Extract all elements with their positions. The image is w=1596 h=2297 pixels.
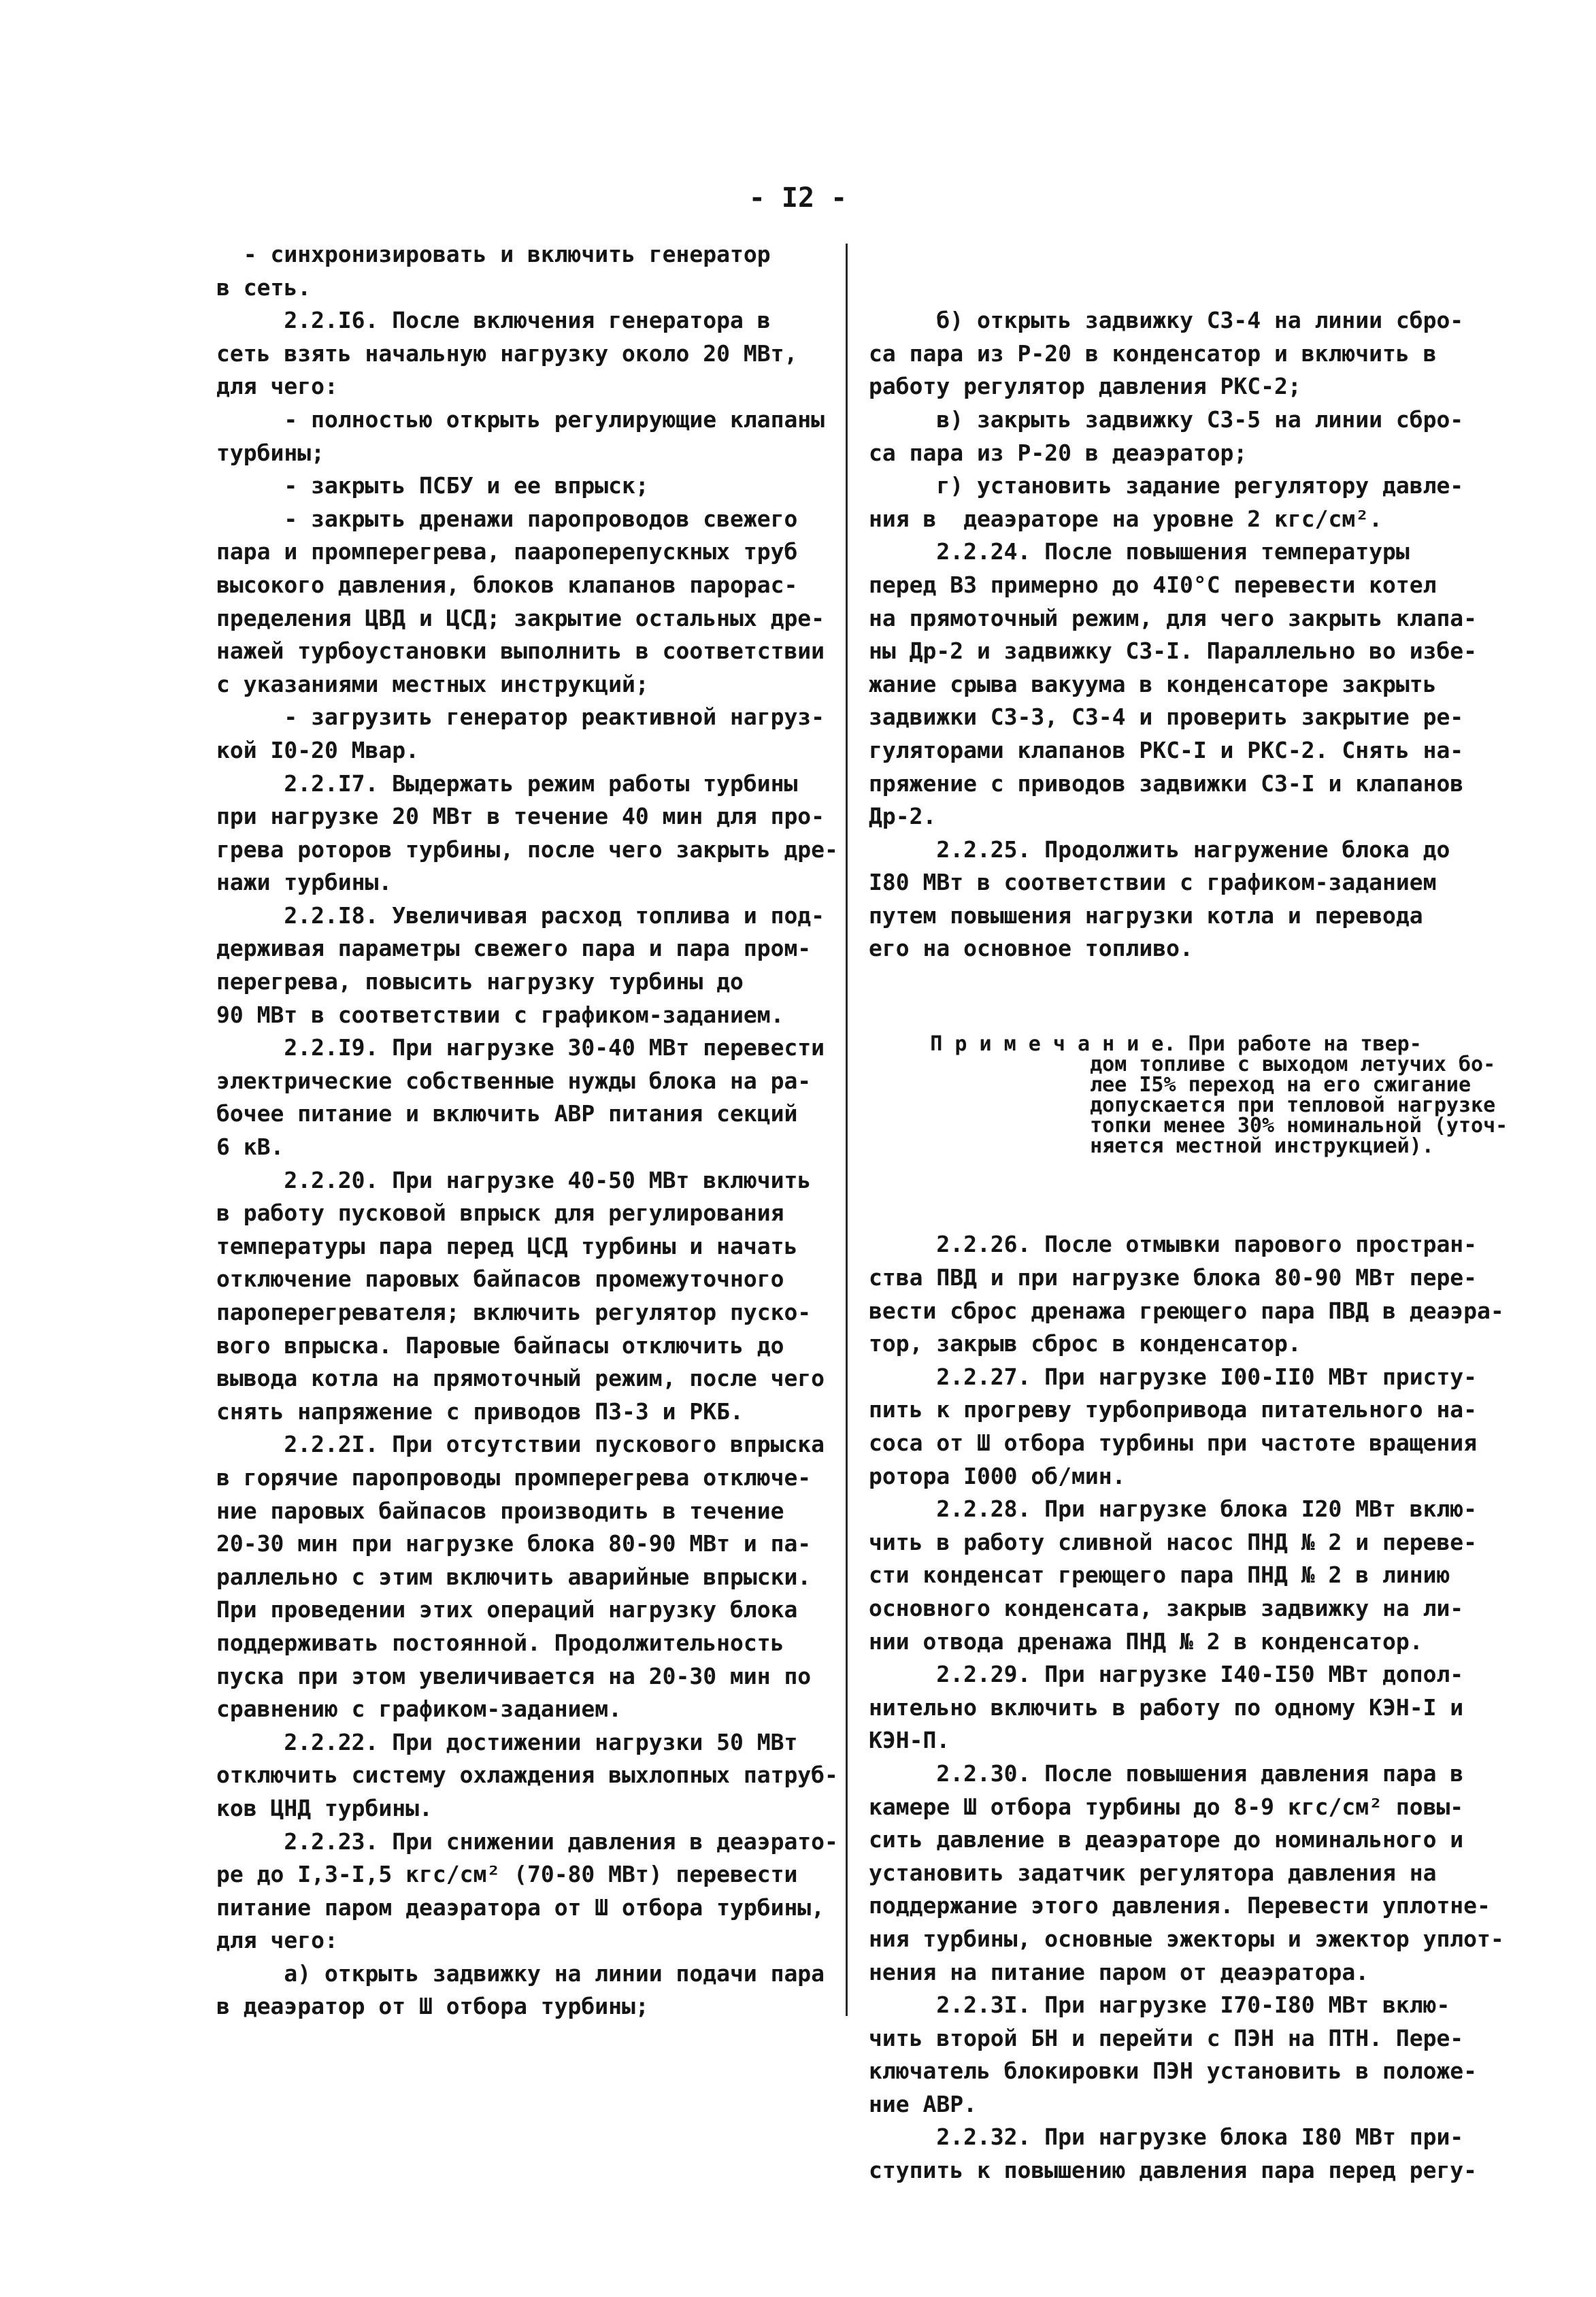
text-line: сить давление в деаэраторе до номинального и [869, 1826, 1464, 1853]
text-line: 2.2.I6. После включения генератора в [216, 307, 771, 334]
text-line: 2.2.2I. При отсутствии пускового впрыска [216, 1431, 825, 1458]
text-line: его на основное топливо. [869, 935, 1193, 962]
text-line: жание срыва вакуума в конденсаторе закрыть [869, 670, 1437, 697]
text-line: на прямоточный режим, для чего закрыть клапа- [869, 604, 1478, 631]
text-line: пара и промперегрева, паароперепускных труб [216, 538, 798, 565]
text-line: поддержание этого давления. Перевести уплотне- [869, 1892, 1491, 1919]
text-line: перед ВЗ примерно до 4I0°С перевести котел [869, 571, 1437, 598]
text-line: отключить систему охлаждения выхлопных патруб- [216, 1762, 838, 1789]
text-line: ступить к повышению давления пара перед регу- [869, 2157, 1478, 2184]
text-line: ния в деаэраторе на уровне 2 кгс/см². [869, 505, 1382, 532]
text-line: 90 МВт в соответствии с графиком-заданием. [216, 1001, 784, 1028]
text-line: бочее питание и включить АВР питания секций [216, 1100, 798, 1127]
text-line: ков ЦНД турбины. [216, 1794, 433, 1821]
text-line: ства ПВД и при нагрузке блока 80-90 МВт пере- [869, 1264, 1478, 1291]
text-line: - полностью открыть регулирующие клапаны [216, 406, 825, 433]
text-line: са пара из Р-20 в конденсатор и включить в [869, 340, 1437, 367]
text-line: 2.2.27. При нагрузке I00-II0 МВт присту- [869, 1363, 1478, 1390]
text-line: При проведении этих операций нагрузку блока [216, 1596, 798, 1623]
column-divider [846, 244, 848, 2016]
text-line: нажей турбоустановки выполнить в соответствии [216, 638, 825, 665]
text-line: 2.2.30. После повышения давления пара в [869, 1759, 1464, 1787]
right-column-part-a [869, 304, 1495, 965]
text-line: перегрева, повысить нагрузку турбины до [216, 968, 744, 995]
note-line: П р и м е ч а н и е. При работе на твер- [869, 1032, 1422, 1057]
text-line: для чего: [216, 373, 338, 400]
text-line: ключатель блокировки ПЭН установить в положе- [869, 2058, 1478, 2085]
text-line: сти конденсат греющего пара ПНД № 2 в линию [869, 1561, 1450, 1589]
text-line: 2.2.28. При нагрузке блока I20 МВт вклю- [869, 1495, 1478, 1523]
text-line: камере Ш отбора турбины до 8-9 кгс/см² повы- [869, 1793, 1464, 1820]
text-line: 6 кВ. [216, 1134, 284, 1161]
text-line: гуляторами клапанов РКС-I и РКС-2. Снять на- [869, 736, 1464, 763]
text-line: - закрыть дренажи паропроводов свежего [216, 505, 798, 532]
text-line: высокого давления, блоков клапанов парорас- [216, 571, 798, 598]
right-column [869, 238, 1508, 2220]
text-line: пить к прогреву турбопривода питательного на- [869, 1396, 1478, 1423]
text-line: вести сброс дренажа греющего пара ПВД в деаэра- [869, 1297, 1504, 1324]
text-line: сравнению с графиком-заданием. [216, 1696, 622, 1723]
text-line: вывода котла на прямоточный режим, после чего [216, 1365, 825, 1392]
page-number: - I2 - [748, 182, 848, 214]
right-column-part-b [869, 1228, 1504, 2187]
text-line: отключение паровых байпасов промежуточного [216, 1266, 784, 1293]
text-line: питание паром деаэратора от Ш отбора турбины, [216, 1894, 825, 1921]
text-line: пуска при этом увеличивается на 20-30 мин по [216, 1662, 812, 1689]
text-line: соса от Ш отбора турбины при частоте вращения [869, 1430, 1478, 1456]
note-line: допускается при тепловой нагрузке [869, 1093, 1496, 1118]
text-line: основного конденсата, закрыв задвижку на ли- [869, 1594, 1464, 1621]
text-line: пароперегревателя; включить регулятор пуско- [216, 1299, 812, 1325]
text-line: пределения ЦВД и ЦСД; закрытие остальных дре- [216, 604, 825, 631]
text-line: раллельно с этим включить аварийные впрыски. [216, 1563, 812, 1590]
text-line: 2.2.I8. Увеличивая расход топлива и под- [216, 902, 825, 929]
text-line: пряжение с приводов задвижки СЗ-I и клапанов [869, 770, 1464, 797]
text-line: сеть взять начальную нагрузку около 20 МВт, [216, 340, 798, 367]
text-line: вого впрыска. Паровые байпасы отключить до [216, 1332, 784, 1359]
text-line: г) установить задание регулятору давле- [869, 472, 1464, 499]
note-line: топки менее 30% номинальной (уточ- [869, 1114, 1508, 1138]
text-line: б) открыть задвижку СЗ-4 на линии сбро- [869, 307, 1464, 334]
text-line: чить второй БН и перейти с ПЭН на ПТН. Пере- [869, 2024, 1464, 2051]
text-line: ние АВР. [869, 2090, 977, 2117]
text-line: температуры пара перед ЦСД турбины и начать [216, 1232, 798, 1259]
text-line: а) открыть задвижку на линии подачи пара [216, 1960, 825, 1987]
text-line: нительно включить в работу по одному КЭН-I и [869, 1693, 1464, 1721]
text-line: 2.2.25. Продолжить нагружение блока до [869, 836, 1450, 863]
text-line: задвижки СЗ-3, СЗ-4 и проверить закрытие ре- [869, 704, 1464, 731]
text-line: в) закрыть задвижку СЗ-5 на линии сбро- [869, 406, 1464, 433]
text-line: - закрыть ПСБУ и ее впрыск; [216, 472, 649, 499]
note-line: дом топливе с выходом летучих бо- [869, 1053, 1496, 1077]
text-line: кой I0-20 Мвар. [216, 736, 420, 763]
text-line: нии отвода дренажа ПНД № 2 в конденсатор. [869, 1627, 1423, 1655]
text-line: ре до I,3-I,5 кгс/см² (70-80 МВт) перевести [216, 1861, 798, 1888]
text-line: для чего: [216, 1927, 338, 1954]
note-line: лее I5% переход на его сжигание [869, 1073, 1472, 1097]
text-line: 2.2.I7. Выдержать режим работы турбины [216, 770, 798, 797]
text-line: 2.2.29. При нагрузке I40-I50 МВт допол- [869, 1661, 1464, 1688]
text-line: 2.2.I9. При нагрузке 30-40 МВт перевести [216, 1034, 825, 1061]
text-line: са пара из Р-20 в деаэратор; [869, 439, 1248, 466]
text-line: 2.2.32. При нагрузке блока I80 МВт при- [869, 2124, 1464, 2151]
note-line: няется местной инструкцией). [869, 1134, 1434, 1159]
text-line: путем повышения нагрузки котла и перевода [869, 902, 1423, 929]
text-line: Др-2. [869, 803, 937, 830]
text-line: работу регулятор давления РКС-2; [869, 373, 1301, 400]
text-line: нения на питание паром от деаэратора. [869, 1958, 1369, 1985]
text-line: в сеть. [216, 274, 312, 301]
left-column [216, 238, 838, 2023]
text-line: с указаниями местных инструкций; [216, 670, 649, 697]
text-line: 2.2.24. После повышения температуры [869, 538, 1410, 565]
text-line: электрические собственные нужды блока на ра- [216, 1067, 812, 1094]
text-line: 2.2.23. При снижении давления в деаэрато- [216, 1828, 838, 1855]
text-line: ние паровых байпасов производить в течение [216, 1497, 784, 1524]
text-line: держивая параметры свежего пара и пара пром- [216, 935, 812, 962]
text-line: поддерживать постоянной. Продолжительность [216, 1629, 784, 1656]
text-line: в деаэратор от Ш отбора турбины; [216, 1993, 649, 2020]
text-line: КЭН-П. [869, 1727, 950, 1754]
text-line: нажи турбины. [216, 869, 393, 896]
text-line: - загрузить генератор реактивной нагруз- [216, 704, 825, 731]
text-line: установить задатчик регулятора давления на [869, 1859, 1437, 1886]
text-line: 2.2.26. После отмывки парового простран- [869, 1231, 1478, 1258]
text-line: тор, закрыв сброс в конденсатор. [869, 1330, 1301, 1357]
text-line: 2.2.3I. При нагрузке I70-I80 МВт вклю- [869, 1992, 1450, 2019]
text-line: - синхронизировать и включить генератор [216, 241, 771, 267]
text-line: снять напряжение с приводов ПЗ-3 и РКБ. [216, 1398, 744, 1425]
text-line: 2.2.20. При нагрузке 40-50 МВт включить [216, 1166, 812, 1193]
text-line: ны Др-2 и задвижку СЗ-I. Параллельно во избе- [869, 638, 1478, 665]
text-line: в горячие паропроводы промперегрева отключе- [216, 1464, 812, 1491]
text-line: грева роторов турбины, после чего закрыть дре- [216, 836, 838, 863]
text-line: 20-30 мин при нагрузке блока 80-90 МВт и па- [216, 1530, 812, 1557]
text-line: чить в работу сливной насос ПНД № 2 и переве- [869, 1528, 1478, 1555]
text-line: в работу пусковой впрыск для регулирования [216, 1200, 784, 1227]
text-line: ротора I000 об/мин. [869, 1462, 1126, 1489]
note-block [869, 1032, 1508, 1159]
text-line: ния турбины, основные эжекторы и эжектор уплот- [869, 1925, 1504, 1952]
text-line: I80 МВт в соответствии с графиком-заданием [869, 869, 1437, 896]
text-line: 2.2.22. При достижении нагрузки 50 МВт [216, 1728, 798, 1755]
text-line: при нагрузке 20 МВт в течение 40 мин для про- [216, 803, 825, 830]
text-line: турбины; [216, 439, 325, 466]
